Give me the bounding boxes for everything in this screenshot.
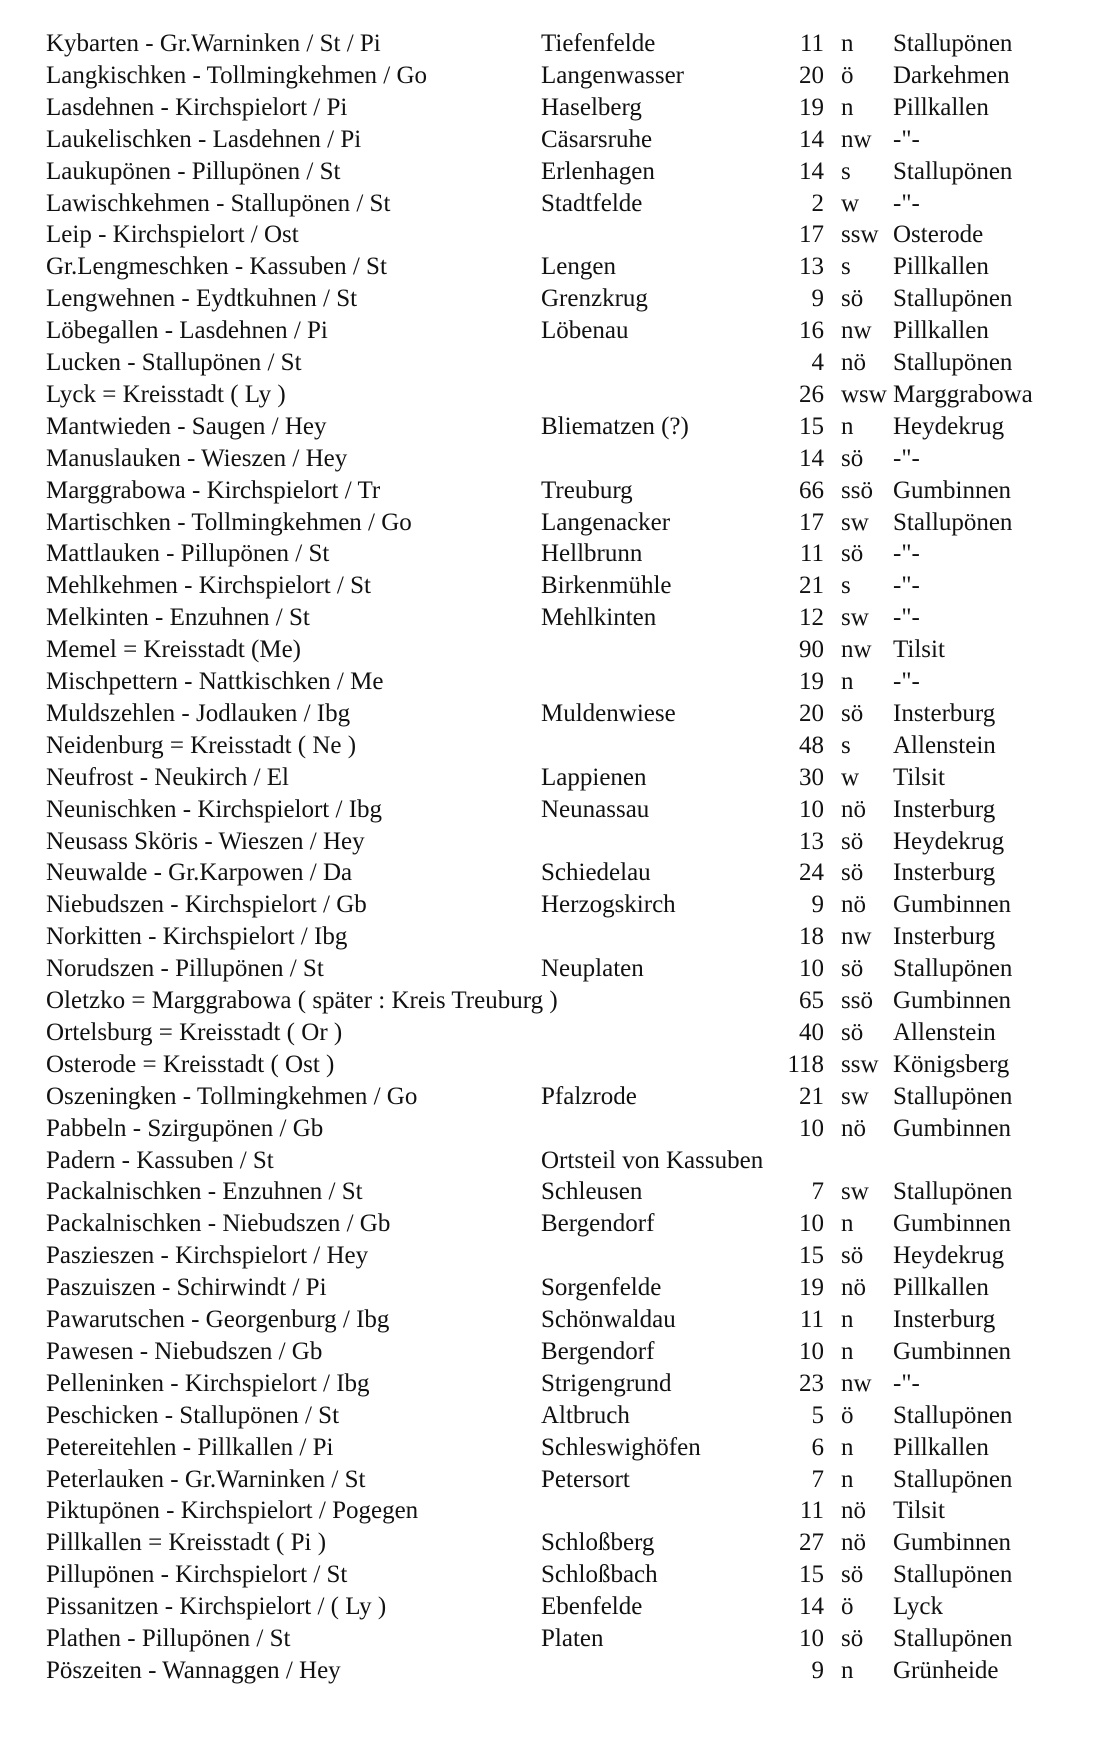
new-name: Hellbrunn <box>541 540 643 568</box>
place-name: Ortelsburg = Kreisstadt ( Or ) <box>46 1018 343 1046</box>
reference-town: Pillkallen <box>893 1274 989 1302</box>
direction: sö <box>841 285 864 313</box>
place-name: Laukelischken - Lasdehnen / Pi <box>46 125 362 153</box>
place-name: Packalnischken - Niebudszen / Gb <box>46 1210 391 1238</box>
place-name: Norudszen - Pillupönen / St <box>46 955 324 983</box>
distance-km: 17 <box>799 508 824 536</box>
direction: sw <box>841 1178 869 1206</box>
new-name: Muldenwiese <box>541 699 676 727</box>
reference-town: Osterode <box>893 221 984 249</box>
direction: sö <box>841 444 864 472</box>
reference-town: -"- <box>893 604 920 632</box>
table-row <box>0 1400 1111 1432</box>
new-name: Lappienen <box>541 763 647 791</box>
reference-town: Stallupönen <box>893 285 1013 313</box>
direction: ö <box>841 61 854 89</box>
place-name: Pöszeiten - Wannaggen / Hey <box>46 1656 341 1684</box>
table-row <box>0 1591 1111 1623</box>
place-name: Melkinten - Enzuhnen / St <box>46 604 310 632</box>
new-name: Erlenhagen <box>541 157 655 185</box>
table-row <box>0 538 1111 570</box>
reference-town: Allenstein <box>893 1018 996 1046</box>
new-name: Stadtfelde <box>541 189 643 217</box>
direction: sö <box>841 699 864 727</box>
table-row <box>0 602 1111 634</box>
direction: s <box>841 253 851 281</box>
distance-km: 19 <box>799 1274 824 1302</box>
table-row <box>0 411 1111 443</box>
new-name: Schloßbach <box>541 1561 658 1589</box>
reference-town: Gumbinnen <box>893 476 1012 504</box>
reference-town: Grünheide <box>893 1656 999 1684</box>
distance-km: 6 <box>811 1433 824 1461</box>
reference-town: Stallupönen <box>893 955 1013 983</box>
direction: nw <box>841 317 872 345</box>
reference-town: -"- <box>893 444 920 472</box>
new-name: Cäsarsruhe <box>541 125 653 153</box>
distance-km: 65 <box>799 987 824 1014</box>
reference-town: Marggrabowa <box>893 380 1033 408</box>
place-name: Muldszehlen - Jodlauken / Ibg <box>46 699 351 727</box>
table-row <box>0 1113 1111 1145</box>
place-name: Pillkallen = Kreisstadt ( Pi ) <box>46 1529 327 1557</box>
reference-town: Stallupönen <box>893 1178 1013 1206</box>
distance-km: 19 <box>799 668 824 695</box>
table-row <box>0 1623 1111 1655</box>
reference-town: -"- <box>893 125 920 153</box>
place-name: Norkitten - Kirchspielort / Ibg <box>46 923 348 951</box>
direction: sö <box>841 859 864 887</box>
direction: nö <box>841 349 866 376</box>
place-name: Pawarutschen - Georgenburg / Ibg <box>46 1306 390 1333</box>
distance-km: 14 <box>799 125 824 153</box>
place-name: Plathen - Pillupönen / St <box>46 1625 291 1652</box>
distance-km: 14 <box>799 157 824 185</box>
reference-town: Tilsit <box>893 763 945 791</box>
new-name: Schiedelau <box>541 859 651 887</box>
distance-km: 11 <box>799 1497 824 1525</box>
direction: nö <box>841 1529 866 1557</box>
place-name: Neusass Sköris - Wieszen / Hey <box>46 827 365 855</box>
distance-km: 9 <box>811 1656 824 1684</box>
reference-town: Darkehmen <box>893 61 1010 89</box>
new-name: Haselberg <box>541 93 642 121</box>
reference-town: Allenstein <box>893 731 996 759</box>
place-name: Mattlauken - Pillupönen / St <box>46 540 330 568</box>
direction: nw <box>841 1369 872 1397</box>
direction: n <box>841 30 854 57</box>
place-name: Laukupönen - Pillupönen / St <box>46 157 341 185</box>
new-name: Grenzkrug <box>541 285 648 313</box>
place-name: Pissanitzen - Kirchspielort / ( Ly ) <box>46 1593 387 1621</box>
distance-km: 10 <box>799 795 824 823</box>
place-name: Memel = Kreisstadt (Me) <box>46 636 302 664</box>
table-row <box>0 1272 1111 1304</box>
table-row <box>0 985 1111 1017</box>
direction: s <box>841 157 851 185</box>
direction: ssö <box>841 476 873 504</box>
place-name: Lucken - Stallupönen / St <box>46 349 302 376</box>
place-name: Packalnischken - Enzuhnen / St <box>46 1178 363 1206</box>
distance-km: 48 <box>799 731 824 759</box>
direction: ssw <box>841 221 879 249</box>
distance-km: 11 <box>799 1306 824 1333</box>
new-name: Bliematzen (?) <box>541 412 689 440</box>
table-row <box>0 1017 1111 1049</box>
distance-km: 11 <box>799 540 824 568</box>
reference-town: Stallupönen <box>893 1401 1013 1429</box>
new-name: Altbruch <box>541 1401 630 1429</box>
place-name: Manuslauken - Wieszen / Hey <box>46 444 348 472</box>
place-name: Osterode = Kreisstadt ( Ost ) <box>46 1050 335 1078</box>
direction: nö <box>841 891 866 919</box>
direction: nw <box>841 923 872 951</box>
new-name: Strigengrund <box>541 1369 672 1397</box>
new-name: Lengen <box>541 253 616 281</box>
place-name: Padern - Kassuben / St <box>46 1146 274 1174</box>
reference-town: Stallupönen <box>893 349 1013 376</box>
direction: sö <box>841 1242 864 1270</box>
table-row <box>0 1464 1111 1496</box>
direction: nw <box>841 636 872 664</box>
distance-km: 20 <box>799 61 824 89</box>
place-name: Lengwehnen - Eydtkuhnen / St <box>46 285 358 313</box>
distance-km: 2 <box>811 189 824 217</box>
distance-km: 9 <box>811 285 824 313</box>
place-name: Neufrost - Neukirch / El <box>46 763 289 791</box>
new-name: Bergendorf <box>541 1337 655 1365</box>
place-name: Pelleninken - Kirchspielort / Ibg <box>46 1369 370 1397</box>
reference-town: Stallupönen <box>893 157 1013 185</box>
reference-town: Tilsit <box>893 636 945 664</box>
place-name: Peterlauken - Gr.Warninken / St <box>46 1465 366 1493</box>
table-row <box>0 826 1111 858</box>
place-name: Oszeningken - Tollmingkehmen / Go <box>46 1082 418 1110</box>
place-name: Lawischkehmen - Stallupönen / St <box>46 189 391 217</box>
place-name: Niebudszen - Kirchspielort / Gb <box>46 891 367 919</box>
place-name: Paszieszen - Kirchspielort / Hey <box>46 1242 369 1270</box>
direction: w <box>841 189 860 217</box>
reference-town: Pillkallen <box>893 93 989 121</box>
new-name: Bergendorf <box>541 1210 655 1238</box>
distance-km: 15 <box>799 412 824 440</box>
direction: ssö <box>841 987 873 1014</box>
table-row <box>0 1655 1111 1687</box>
distance-km: 10 <box>799 1210 824 1238</box>
distance-km: 15 <box>799 1242 824 1270</box>
distance-km: 19 <box>799 93 824 121</box>
reference-town: Gumbinnen <box>893 1114 1012 1142</box>
direction: sw <box>841 604 869 632</box>
new-name: Schloßberg <box>541 1529 655 1557</box>
new-name: Langenacker <box>541 508 671 536</box>
distance-km: 10 <box>799 1625 824 1652</box>
new-name: Neunassau <box>541 795 650 823</box>
place-name: Mantwieden - Saugen / Hey <box>46 412 327 440</box>
place-name: Piktupönen - Kirchspielort / Pogegen <box>46 1497 419 1525</box>
table-row <box>0 1240 1111 1272</box>
direction: n <box>841 93 854 121</box>
distance-km: 10 <box>799 1337 824 1365</box>
table-row <box>0 794 1111 826</box>
new-name: Ebenfelde <box>541 1593 643 1621</box>
distance-km: 21 <box>799 572 824 600</box>
reference-town: -"- <box>893 668 920 695</box>
reference-town: Insterburg <box>893 795 996 823</box>
place-name: Martischken - Tollmingkehmen / Go <box>46 508 412 536</box>
reference-town: Gumbinnen <box>893 891 1012 919</box>
place-name: Petereitehlen - Pillkallen / Pi <box>46 1433 334 1461</box>
direction: sö <box>841 955 864 983</box>
new-name: Löbenau <box>541 317 629 345</box>
direction: n <box>841 1433 854 1461</box>
table-row <box>0 666 1111 698</box>
place-name: Neidenburg = Kreisstadt ( Ne ) <box>46 731 357 759</box>
place-name: Mischpettern - Nattkischken / Me <box>46 668 384 695</box>
table-row <box>0 921 1111 953</box>
distance-km: 30 <box>799 763 824 791</box>
direction: sw <box>841 1082 869 1110</box>
direction: n <box>841 668 854 695</box>
table-row <box>0 1049 1111 1081</box>
direction: n <box>841 1210 854 1238</box>
table-row <box>0 1304 1111 1336</box>
table-row <box>0 1208 1111 1240</box>
reference-town: Pillkallen <box>893 253 989 281</box>
table-row <box>0 507 1111 539</box>
distance-km: 10 <box>799 1114 824 1142</box>
table-row <box>0 1336 1111 1368</box>
direction: ö <box>841 1593 854 1621</box>
distance-km: 17 <box>799 221 824 249</box>
table-row <box>0 1495 1111 1527</box>
place-name: Gr.Lengmeschken - Kassuben / St <box>46 253 387 281</box>
reference-town: -"- <box>893 189 920 217</box>
reference-town: -"- <box>893 572 920 600</box>
table-row <box>0 570 1111 602</box>
table-row <box>0 1081 1111 1113</box>
place-name: Peschicken - Stallupönen / St <box>46 1401 340 1429</box>
distance-km: 10 <box>799 955 824 983</box>
table-row <box>0 156 1111 188</box>
place-name: Pawesen - Niebudszen / Gb <box>46 1337 323 1365</box>
direction: n <box>841 1656 854 1684</box>
table-row <box>0 1145 1111 1177</box>
direction: nö <box>841 795 866 823</box>
new-name: Birkenmühle <box>541 572 672 600</box>
reference-town: Heydekrug <box>893 1242 1005 1270</box>
distance-km: 11 <box>799 30 824 57</box>
reference-town: Insterburg <box>893 699 996 727</box>
new-name: Schleswighöfen <box>541 1433 701 1461</box>
new-name: Schönwaldau <box>541 1306 676 1333</box>
table-row <box>0 475 1111 507</box>
reference-town: Stallupönen <box>893 1625 1013 1652</box>
new-name: Herzogskirch <box>541 891 676 919</box>
place-name: Neuwalde - Gr.Karpowen / Da <box>46 859 353 887</box>
direction: sö <box>841 827 864 855</box>
place-name: Pabbeln - Szirgupönen / Gb <box>46 1114 324 1142</box>
direction: ssw <box>841 1050 879 1078</box>
table-row <box>0 443 1111 475</box>
distance-km: 12 <box>799 604 824 632</box>
direction: w <box>841 763 860 791</box>
reference-town: Stallupönen <box>893 1082 1013 1110</box>
direction: nö <box>841 1497 866 1525</box>
reference-town: Heydekrug <box>893 827 1005 855</box>
distance-km: 24 <box>799 859 824 887</box>
direction: sö <box>841 1625 864 1652</box>
distance-km: 40 <box>799 1018 824 1046</box>
table-row <box>0 1432 1111 1464</box>
table-row <box>0 60 1111 92</box>
distance-km: 90 <box>799 636 824 664</box>
reference-town: Pillkallen <box>893 1433 989 1461</box>
distance-km: 14 <box>799 1593 824 1621</box>
new-name: Mehlkinten <box>541 604 657 632</box>
reference-town: Königsberg <box>893 1050 1010 1078</box>
new-name: Neuplaten <box>541 955 644 983</box>
table-row <box>0 251 1111 283</box>
distance-km: 4 <box>811 349 824 376</box>
distance-km: 16 <box>799 317 824 345</box>
place-name: Mehlkehmen - Kirchspielort / St <box>46 572 371 600</box>
reference-town: -"- <box>893 540 920 568</box>
distance-km: 18 <box>799 923 824 951</box>
distance-km: 5 <box>811 1401 824 1429</box>
table-row <box>0 347 1111 379</box>
place-name: Paszuiszen - Schirwindt / Pi <box>46 1274 327 1302</box>
place-name: Pillupönen - Kirchspielort / St <box>46 1561 348 1589</box>
direction: n <box>841 1465 854 1493</box>
table-row <box>0 857 1111 889</box>
reference-town: Insterburg <box>893 859 996 887</box>
direction: s <box>841 731 851 759</box>
place-name: Oletzko = Marggrabowa ( später : Kreis Treuburg ) <box>46 987 558 1014</box>
reference-town: Pillkallen <box>893 317 989 345</box>
table-row <box>0 1176 1111 1208</box>
distance-km: 27 <box>799 1529 824 1557</box>
direction: nö <box>841 1274 866 1302</box>
new-name: Petersort <box>541 1465 630 1493</box>
table-row <box>0 730 1111 762</box>
table-row <box>0 953 1111 985</box>
reference-town: Gumbinnen <box>893 1529 1012 1557</box>
table-row <box>0 1559 1111 1591</box>
new-name: Ortsteil von Kassuben <box>541 1146 764 1174</box>
direction: n <box>841 412 854 440</box>
distance-km: 7 <box>811 1465 824 1493</box>
reference-town: Tilsit <box>893 1497 945 1525</box>
distance-km: 66 <box>799 476 824 504</box>
place-name: Marggrabowa - Kirchspielort / Tr <box>46 476 381 504</box>
table-row <box>0 762 1111 794</box>
table-row <box>0 634 1111 666</box>
table-row <box>0 92 1111 124</box>
table-row <box>0 28 1111 60</box>
table-row <box>0 283 1111 315</box>
reference-town: Insterburg <box>893 1306 996 1333</box>
distance-km: 20 <box>799 699 824 727</box>
table-row <box>0 1527 1111 1559</box>
direction: nw <box>841 125 872 153</box>
table-row <box>0 315 1111 347</box>
reference-town: Stallupönen <box>893 30 1013 57</box>
direction: sö <box>841 1018 864 1046</box>
table-row <box>0 1368 1111 1400</box>
table-row <box>0 379 1111 411</box>
distance-km: 21 <box>799 1082 824 1110</box>
new-name: Treuburg <box>541 476 633 504</box>
distance-km: 26 <box>799 380 824 408</box>
new-name: Platen <box>541 1625 604 1652</box>
reference-town: -"- <box>893 1369 920 1397</box>
reference-town: Heydekrug <box>893 412 1005 440</box>
direction: sw <box>841 508 869 536</box>
distance-km: 7 <box>811 1178 824 1206</box>
distance-km: 14 <box>799 444 824 472</box>
distance-km: 9 <box>811 891 824 919</box>
place-name: Löbegallen - Lasdehnen / Pi <box>46 317 328 345</box>
new-name: Langenwasser <box>541 61 684 89</box>
place-name: Kybarten - Gr.Warninken / St / Pi <box>46 30 381 57</box>
direction: ö <box>841 1401 854 1429</box>
direction: n <box>841 1306 854 1333</box>
new-name: Tiefenfelde <box>541 30 656 57</box>
reference-town: Gumbinnen <box>893 987 1012 1014</box>
reference-town: Stallupönen <box>893 1561 1013 1589</box>
direction: wsw <box>841 380 887 408</box>
table-row <box>0 889 1111 921</box>
distance-km: 15 <box>799 1561 824 1589</box>
direction: nö <box>841 1114 866 1142</box>
place-name: Leip - Kirchspielort / Ost <box>46 221 299 249</box>
reference-town: Gumbinnen <box>893 1337 1012 1365</box>
direction: sö <box>841 540 864 568</box>
distance-km: 13 <box>799 827 824 855</box>
table-row <box>0 698 1111 730</box>
direction: n <box>841 1337 854 1365</box>
table-row <box>0 219 1111 251</box>
place-name: Langkischken - Tollmingkehmen / Go <box>46 61 428 89</box>
distance-km: 118 <box>787 1050 824 1078</box>
reference-town: Stallupönen <box>893 508 1013 536</box>
new-name: Schleusen <box>541 1178 643 1206</box>
place-name: Lasdehnen - Kirchspielort / Pi <box>46 93 348 121</box>
new-name: Pfalzrode <box>541 1082 637 1110</box>
place-name: Neunischken - Kirchspielort / Ibg <box>46 795 383 823</box>
reference-town: Gumbinnen <box>893 1210 1012 1238</box>
place-name: Lyck = Kreisstadt ( Ly ) <box>46 380 286 408</box>
direction: s <box>841 572 851 600</box>
reference-town: Insterburg <box>893 923 996 951</box>
table-row <box>0 188 1111 220</box>
table-row <box>0 124 1111 156</box>
new-name: Sorgenfelde <box>541 1274 662 1302</box>
reference-town: Stallupönen <box>893 1465 1013 1493</box>
distance-km: 23 <box>799 1369 824 1397</box>
reference-town: Lyck <box>893 1593 943 1621</box>
direction: sö <box>841 1561 864 1589</box>
distance-km: 13 <box>799 253 824 281</box>
